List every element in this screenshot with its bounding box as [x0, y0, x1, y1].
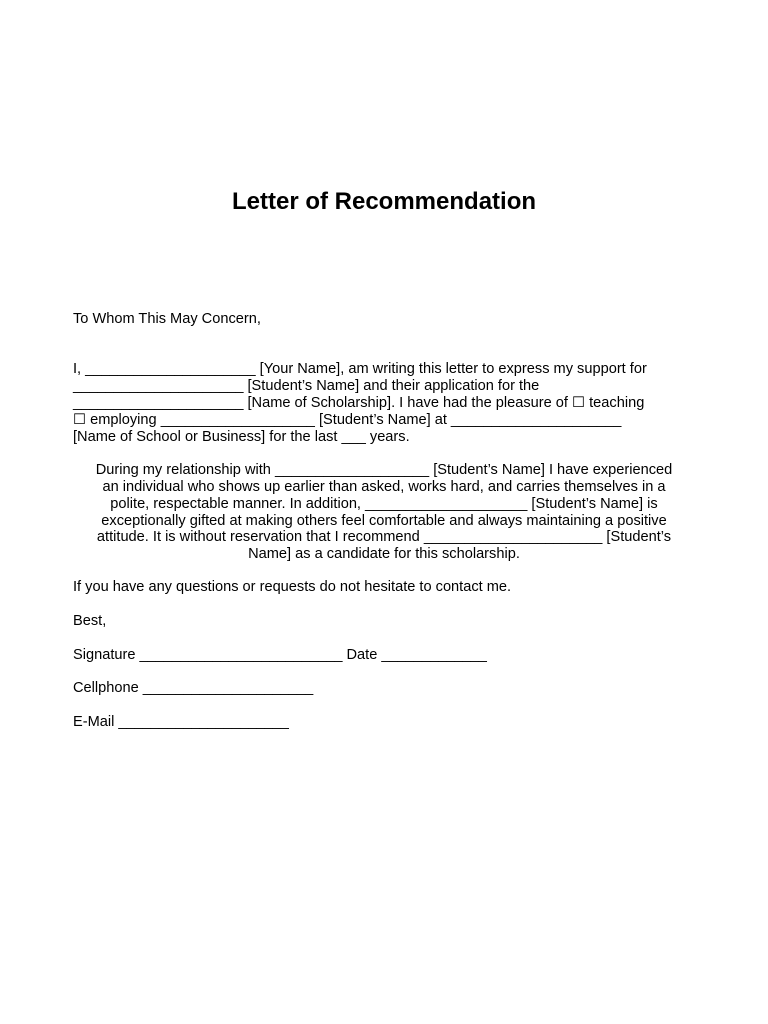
email-line: E-Mail _____________________	[73, 714, 289, 730]
paragraph-relationship-line: During my relationship with ___________________ [Student’s Name] I have experienced	[95, 462, 673, 478]
closing: Best,	[73, 613, 107, 629]
paragraph-relationship-line: Name] as a candidate for this scholarship.	[248, 546, 520, 562]
paragraph-intro-line: [Name of School or Business] for the last ___ years.	[73, 429, 410, 445]
cellphone-line: Cellphone _____________________	[73, 680, 314, 696]
paragraph-intro-line: ☐ employing ___________________ [Student’s Name] at _____________________	[73, 412, 622, 428]
page-title: Letter of Recommendation	[231, 188, 537, 215]
paragraph-intro-line: _____________________ [Student’s Name] and their application for the	[73, 378, 540, 394]
paragraph-relationship-line: exceptionally gifted at making others feel comfortable and always maintaining a positive	[101, 513, 667, 529]
salutation: To Whom This May Concern,	[73, 311, 261, 327]
paragraph-relationship-line: polite, respectable manner. In addition, ____________________ [Student’s Name] is	[110, 496, 658, 512]
contact-paragraph: If you have any questions or requests do not hesitate to contact me.	[73, 579, 512, 595]
paragraph-relationship-line: attitude. It is without reservation that I recommend ______________________ [Student’s	[96, 529, 672, 545]
paragraph-relationship-line: an individual who shows up earlier than asked, works hard, and carries themselves in a	[102, 479, 666, 495]
paragraph-intro-line: _____________________ [Name of Scholarship]. I have had the pleasure of ☐ teaching	[73, 395, 645, 411]
signature-date-line: Signature _________________________ Date _____________	[73, 647, 487, 663]
paragraph-intro-line: I, _____________________ [Your Name], am writing this letter to express my support for	[73, 361, 647, 377]
